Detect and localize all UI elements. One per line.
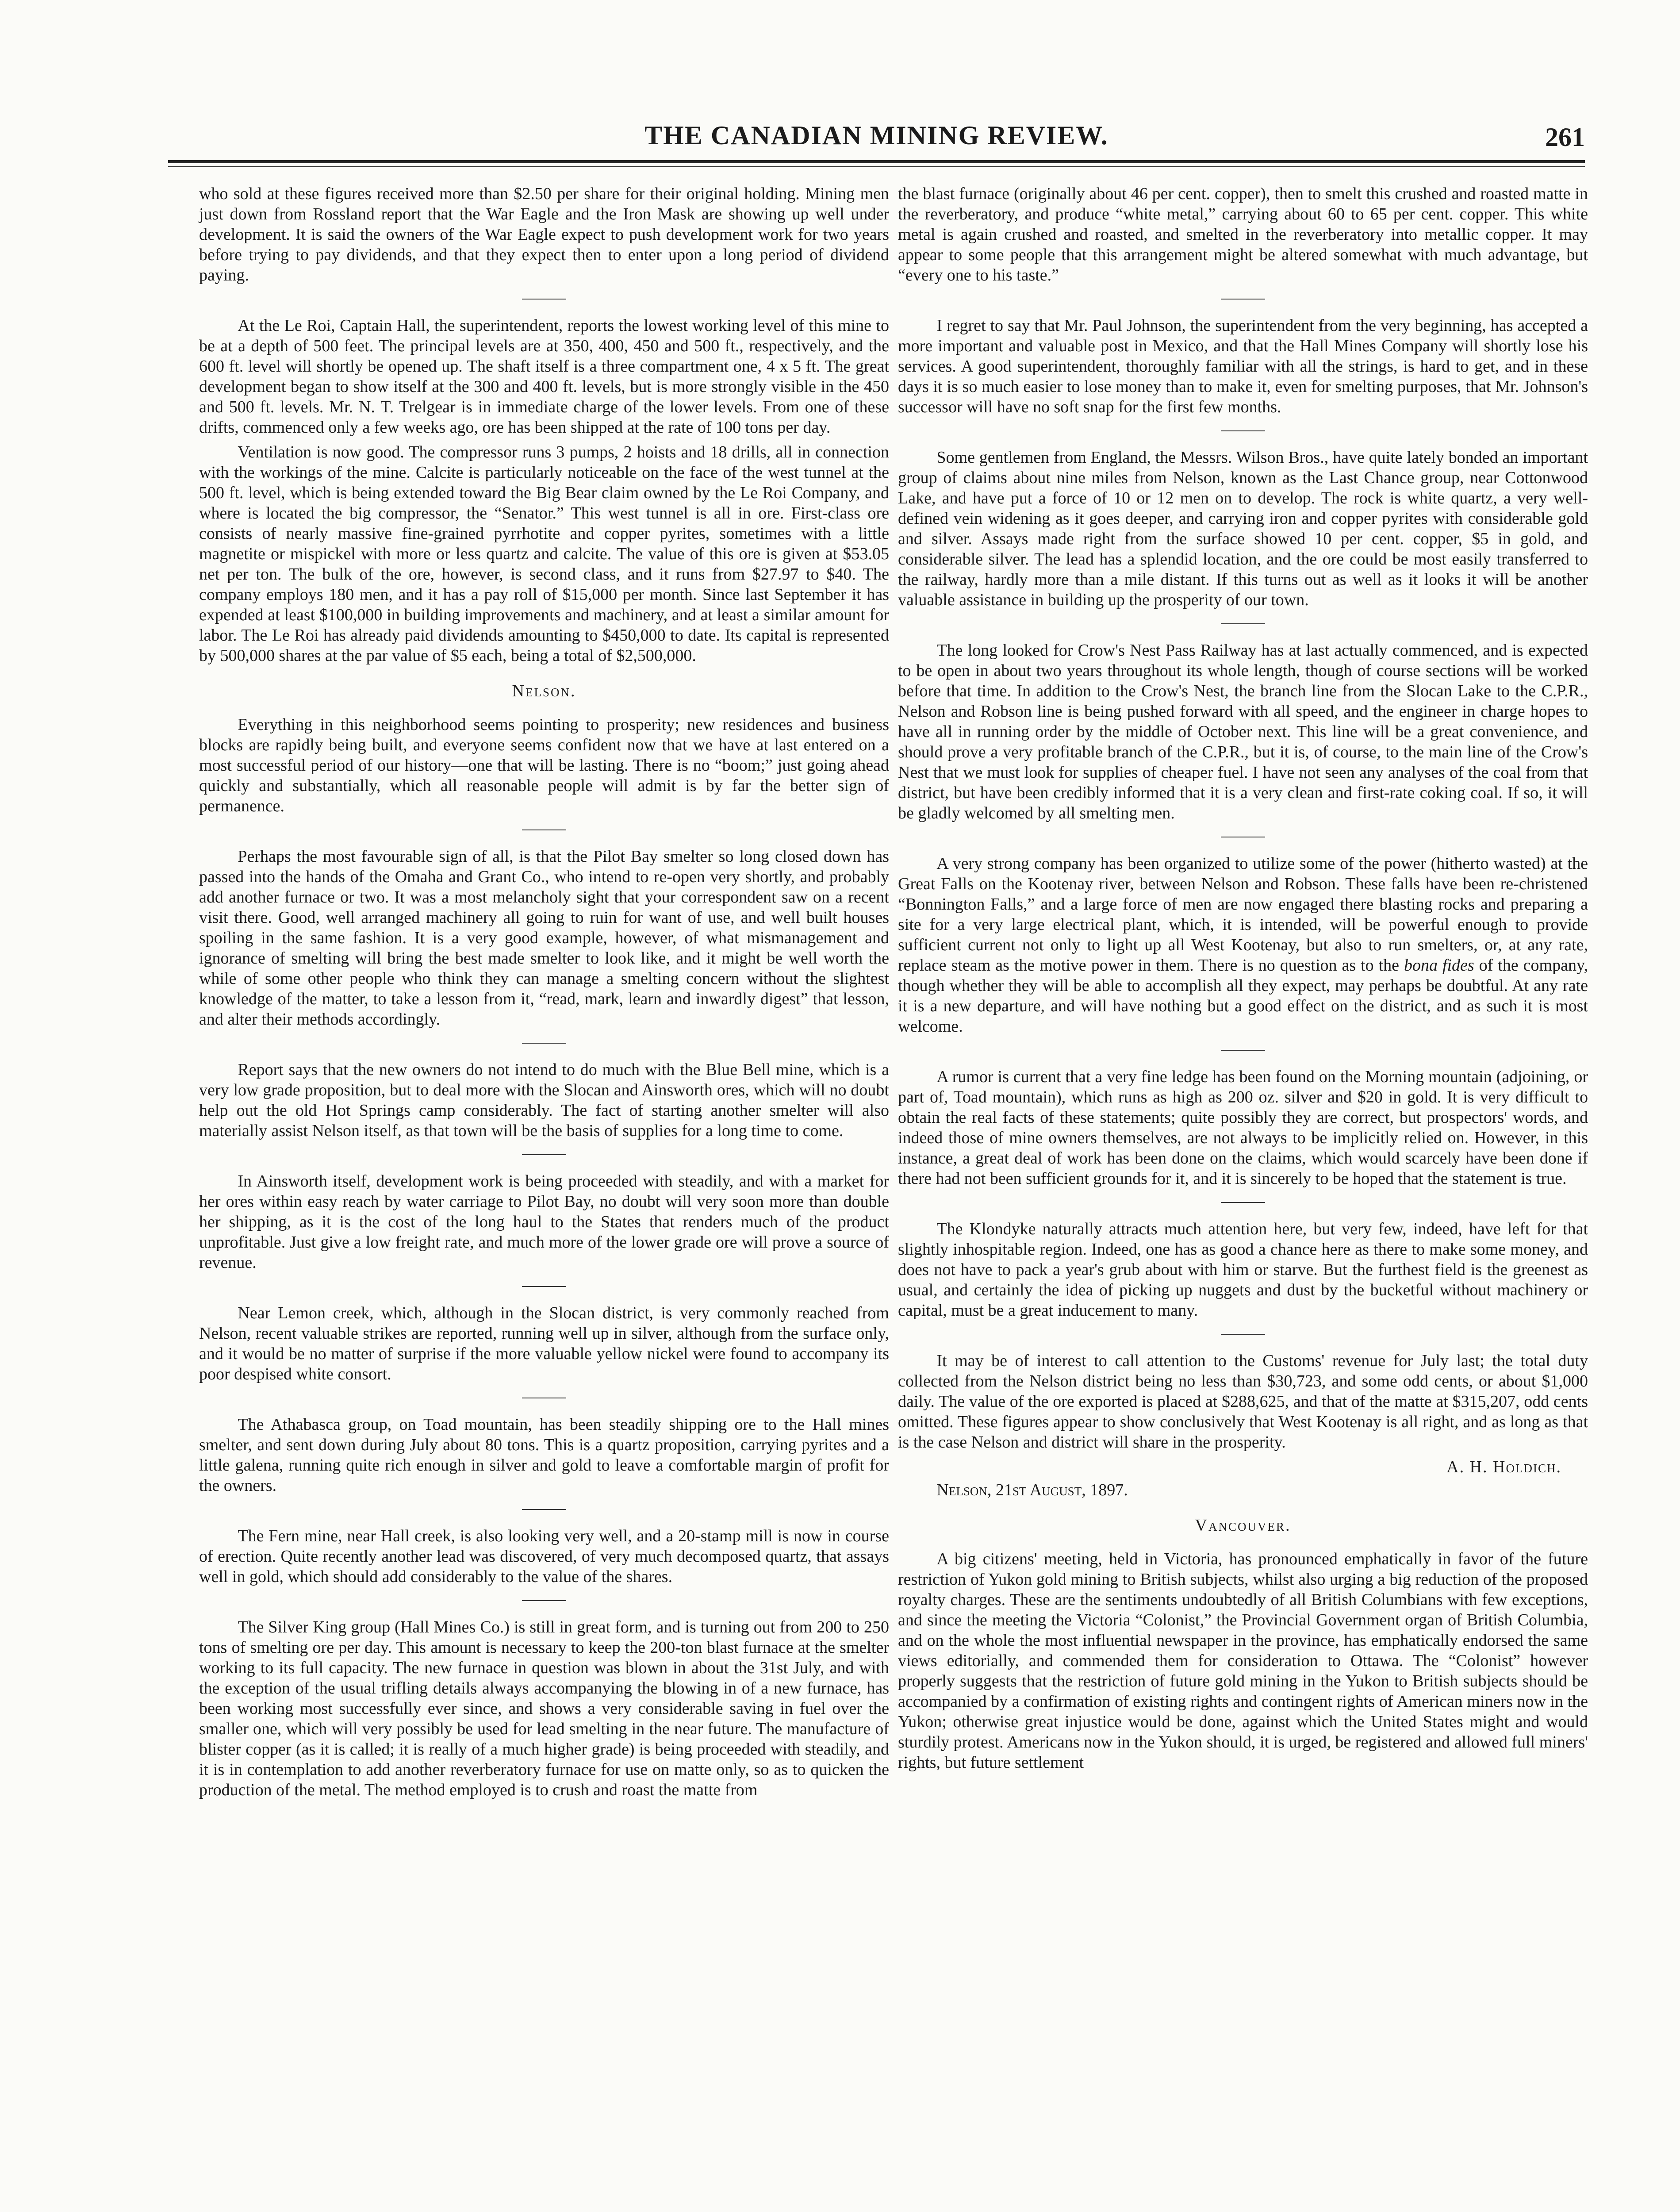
paragraph: Some gentlemen from England, the Messrs. Wilson Bros., have quite lately bonded an important group of claims about nine miles from Nelson, known as the Last Chance group, near Cottonwood Lake, and have put a force of 10 or 12 men on to develop. The rock is white quartz, a very well-defined vein widening as it goes deeper, and carrying iron and copper pyrites with considerable gold and silver. Assays made right from the surface showed 10 per cent. copper, $5 in gold, and considerable silver. The lead has a splendid location, and the ore could be most easily transferred to the railway, hardly more than a mile distant. If this turns out as well as it looks it will be another valuable assistance in building up the prosperity of our town.: [898, 448, 1588, 609]
paragraph: [898, 853, 1588, 1037]
page-number: 261: [1545, 123, 1585, 152]
separator: [522, 1154, 566, 1155]
header-rule-thick: [168, 160, 1585, 163]
separator: [522, 1043, 566, 1044]
paragraph: Report says that the new owners do not intend to do much with the Blue Bell mine, which is a very low grade proposition, but to deal more with the Slocan and Ainsworth ores, which will no doubt help out the old Hot Springs camp considerably. The fact of starting another smelter will also materially assist Nelson itself, as that town will be the basis of supplies for a long time to come.: [199, 1060, 889, 1140]
paragraph: who sold at these figures received more than $2.50 per share for their original holding. Mining men just down from Rossland report that the War Eagle and the Iron Mask are showing up well under development. It is said the owners of the War Eagle expect to push development work for two years before trying to pay dividends, and that they expect then to enter upon a long period of dividend paying.: [199, 184, 889, 284]
separator: [1221, 623, 1265, 624]
section-heading-nelson: Nelson.: [512, 682, 576, 700]
paragraph: Ventilation is now good. The compressor runs 3 pumps, 2 hoists and 18 drills, all in connection with the workings of the mine. Calcite is particularly noticeable on the face of the west tunnel at the 500 ft. level, which is being extended toward the Big Bear claim owned by the Le Roi Company, and where is located the big compressor, the “Senator.” This west tunnel is all in ore. First-class ore consists of nearly massive fine-grained pyrrhotite and copper pyrites, sometimes with a little magnetite or mispickel with more or less quartz and calcite. The value of this ore is given at $53.05 net per ton. The bulk of the ore, however, is second class, and it runs from $27.97 to $40. The company employs 180 men, and it has a pay roll of $15,000 per month. Since last September it has expended at least $100,000 in building improvements and machinery, and at least a similar amount for labor. The Le Roi has already paid dividends amounting to $450,000 to date. Its capital is represented by 500,000 shares at the par value of $5 each, being a total of $2,500,000.: [199, 443, 889, 665]
paragraph: The Silver King group (Hall Mines Co.) is still in great form, and is turning out from 200 to 250 tons of smelting ore per day. This amount is necessary to keep the 200-ton blast furnace at the smelter working to its full capacity. The new furnace in question was blown in about the 31st July, and with the exception of the usual trifling details always accompanying the blowing in of a new furnace, has been working most successfully ever since, and shows a very considerable saving in fuel over the smaller one, which will very possibly be used for lead smelting in the near future. The manufacture of blister copper (as it is called; it is really of a much higher grade) is being proceeded with steadily, and it is in contemplation to add another reverberatory furnace for use on matte only, so as to quicken the production of the metal. The method employed is to crush and roast the matte from: [199, 1618, 889, 1799]
left-column: [199, 184, 889, 1805]
separator: [522, 299, 566, 300]
header-rule-thin: [168, 166, 1585, 167]
right-column: [898, 184, 1588, 1777]
paragraph: Near Lemon creek, which, although in the Slocan district, is very commonly reached from Nelson, recent valuable strikes are reported, running well up in silver, although from the surface only, and it would be no matter of surprise if the more valuable yellow nickel were found to accompany its poor despised white consort.: [199, 1304, 889, 1383]
paragraph: I regret to say that Mr. Paul Johnson, the superintendent from the very beginning, has accepted a more important and valuable post in Mexico, and that the Hall Mines Company will shortly lose his services. A good superintendent, thoroughly familiar with all the strings, is hard to get, and in these days it is so much easier to lose money than to make it, even for smelting purposes, that Mr. Johnson's successor will have no soft snap for the first few months.: [898, 316, 1588, 416]
separator: [522, 1600, 566, 1601]
author-signature: A. H. Holdich.: [1446, 1458, 1561, 1476]
paragraph: The Fern mine, near Hall creek, is also looking very well, and a 20-stamp mill is now in course of erection. Quite recently another lead was discovered, of very much decomposed quartz, that assays well in gold, which should add considerably to the value of the shares.: [199, 1527, 889, 1586]
separator: [522, 1509, 566, 1510]
paragraph: At the Le Roi, Captain Hall, the superintendent, reports the lowest working level of this mine to be at a depth of 500 feet. The principal levels are at 350, 400, 450 and 500 ft., respectively, and the 600 ft. level will shortly be opened up. The shaft itself is a three compartment one, 4 x 5 ft. The great development began to show itself at the 300 and 400 ft. levels, but is more strongly visible in the 450 and 500 ft. levels. Mr. N. T. Trelgear is in immediate charge of the lower levels. From one of these drifts, commenced only a few weeks ago, ore has been shipped at the rate of 100 tons per day.: [199, 316, 889, 437]
paragraph: A big citizens' meeting, held in Victoria, has pronounced emphatically in favor of the future restriction of Yukon gold mining to British subjects, whilst also urging a big reduction of the proposed royalty charges. These are the sentiments undoubtedly of all British Columbians with few exceptions, and since the meeting the Victoria “Colonist,” the Provincial Government organ of British Columbia, and on the whole the most influential newspaper in the province, has emphatically endorsed the same views editorially, and commended them for consideration to Ottawa. The “Colonist” however properly suggests that the restriction of future gold mining in the Yukon to British subjects should be accompanied by a confirmation of existing rights and contingent rights of American miners now in the Yukon; otherwise great injustice would be done, against which the United States might and would sturdily protest. Americans now in the Yukon should, it is urged, be registered and allowed full miners' rights, but future settlement: [898, 1550, 1588, 1772]
separator: [522, 1286, 566, 1287]
text-run: of the company, though whether they will be able to accomplish all they expect, may perhaps be doubtful. At any rate it is a new departure, and will have nothing but a good effect on the district, and as such it is most welcome.: [898, 956, 1588, 1036]
paragraph: Everything in this neighborhood seems pointing to prosperity; new residences and business blocks are rapidly being built, and everyone seems confident now that we have at last entered on a most successful period of our history—one that will be lasting. There is no “boom;” just going ahead quickly and substantially, which all reasonable people will admit is by far the better sign of permanence.: [199, 715, 889, 815]
paragraph: It may be of interest to call attention to the Customs' revenue for July last; the total duty collected from the Nelson district being no less than $30,723, and some odd cents, or about $1,000 daily. The value of the ore exported is placed at $288,625, and that of the matte at $315,207, odd cents omitted. These figures appear to show conclusively that West Kootenay is all right, and as long as that is the case Nelson and district will share in the prosperity.: [898, 1352, 1588, 1452]
text-run: A very strong company has been organized to utilize some of the power (hitherto wasted) at the Great Falls on the Kootenay river, between Nelson and Robson. These falls have been re-christened “Bonnington Falls,” and a large force of men are now engaged there blasting rocks and preparing a site for a very large electrical plant, which, it is intended, will be powerful enough to provide sufficient current not only to light up all West Kootenay, but also to run smelters, or, at any rate, replace steam as the motive power in them. There is no question as to the: [898, 854, 1588, 975]
paragraph: The long looked for Crow's Nest Pass Railway has at last actually commenced, and is expected to be open in about two years throughout its whole length, though of course sections will be worked before that time. In addition to the Crow's Nest, the branch line from the Slocan Lake to the C.P.R., Nelson and Robson line is being pushed forward with all speed, and the engineer in charge hopes to have all in running order by the middle of October next. This line will be a great convenience, and should prove a very profitable branch of the C.P.R., but it is, of course, to the main line of the Crow's Nest that we must look for supplies of cheaper fuel. I have not seen any analyses of the coal from that district, but have been credibly informed that it is a very clean and first-rate coking coal. If so, it will be gladly welcomed by all smelting men.: [898, 641, 1588, 822]
separator: [1221, 1050, 1265, 1051]
page-header: [168, 116, 1585, 160]
italic-term: bona fides: [1404, 956, 1474, 975]
paragraph: Perhaps the most favourable sign of all, is that the Pilot Bay smelter so long closed down has passed into the hands of the Omaha and Grant Co., who intend to re-open very shortly, and probably add another furnace or two. It was a most melancholy sight that your correspondent saw on a recent visit there. Good, well arranged machinery all going to ruin for want of use, and well built houses spoiling in the same fashion. It is a very good example, however, of what mismanagement and ignorance of smelting will bring the best made smelter to look like, and it might be well worth the while of some other people who think they can manage a smelting concern without the slightest knowledge of the matter, to take a lesson from it, “read, mark, learn and inwardly digest” that lesson, and alter their methods accordingly.: [199, 847, 889, 1029]
paragraph: The Athabasca group, on Toad mountain, has been steadily shipping ore to the Hall mines smelter, and sent down during July about 80 tons. This is a quartz proposition, carrying pyrites and a little galena, running quite rich enough in silver and gold to leave a comfortable margin of profit for the owners.: [199, 1415, 889, 1495]
separator: [1221, 1334, 1265, 1335]
journal-title: THE CANADIAN MINING REVIEW.: [644, 121, 1108, 150]
paragraph: In Ainsworth itself, development work is being proceeded with steadily, and with a market for her ores within easy reach by water carriage to Pilot Bay, no doubt will very soon more than double her shipping, as it is the cost of the long haul to the States that renders much of the product unprofitable. Just give a low freight rate, and much more of the lower grade ore will prove a source of revenue.: [199, 1172, 889, 1272]
section-heading-vancouver: Vancouver.: [1195, 1516, 1291, 1535]
separator: [1221, 299, 1265, 300]
separator: [1221, 430, 1265, 431]
paragraph: the blast furnace (originally about 46 per cent. copper), then to smelt this crushed and roasted matte in the reverberatory, and produce “white metal,” carrying about 60 to 65 per cent. copper. This white metal is again crushed and roasted, and smelted in the reverberatory into metallic copper. It may appear to some people that this arrangement might be altered somewhat with much advantage, but “every one to his taste.”: [898, 184, 1588, 284]
dateline: Nelson, 21st August, 1897.: [936, 1481, 1128, 1499]
separator: [1221, 1202, 1265, 1203]
paragraph: The Klondyke naturally attracts much attention here, but very few, indeed, have left for that slightly inhospitable region. Indeed, one has as good a chance here as there to make some money, and does not have to pack a year's grub about with him or starve. But the furthest field is the greenest as usual, and certainly the idea of picking up nuggets and dust by the bucketful without machinery or capital, must be a great inducement to many.: [898, 1220, 1588, 1320]
paragraph: A rumor is current that a very fine ledge has been found on the Morning mountain (adjoining, or part of, Toad mountain), which runs as high as 200 oz. silver and $20 in gold. It is very difficult to obtain the real facts of these statements; quite possibly they are correct, but prospectors' words, and indeed those of mine owners themselves, are not always to be implicitly relied on. However, in this instance, a great deal of work has been done on the claims, which would scarcely have been done if there had not been sufficient grounds for it, and it is sincerely to be hoped that the statement is true.: [898, 1068, 1588, 1188]
